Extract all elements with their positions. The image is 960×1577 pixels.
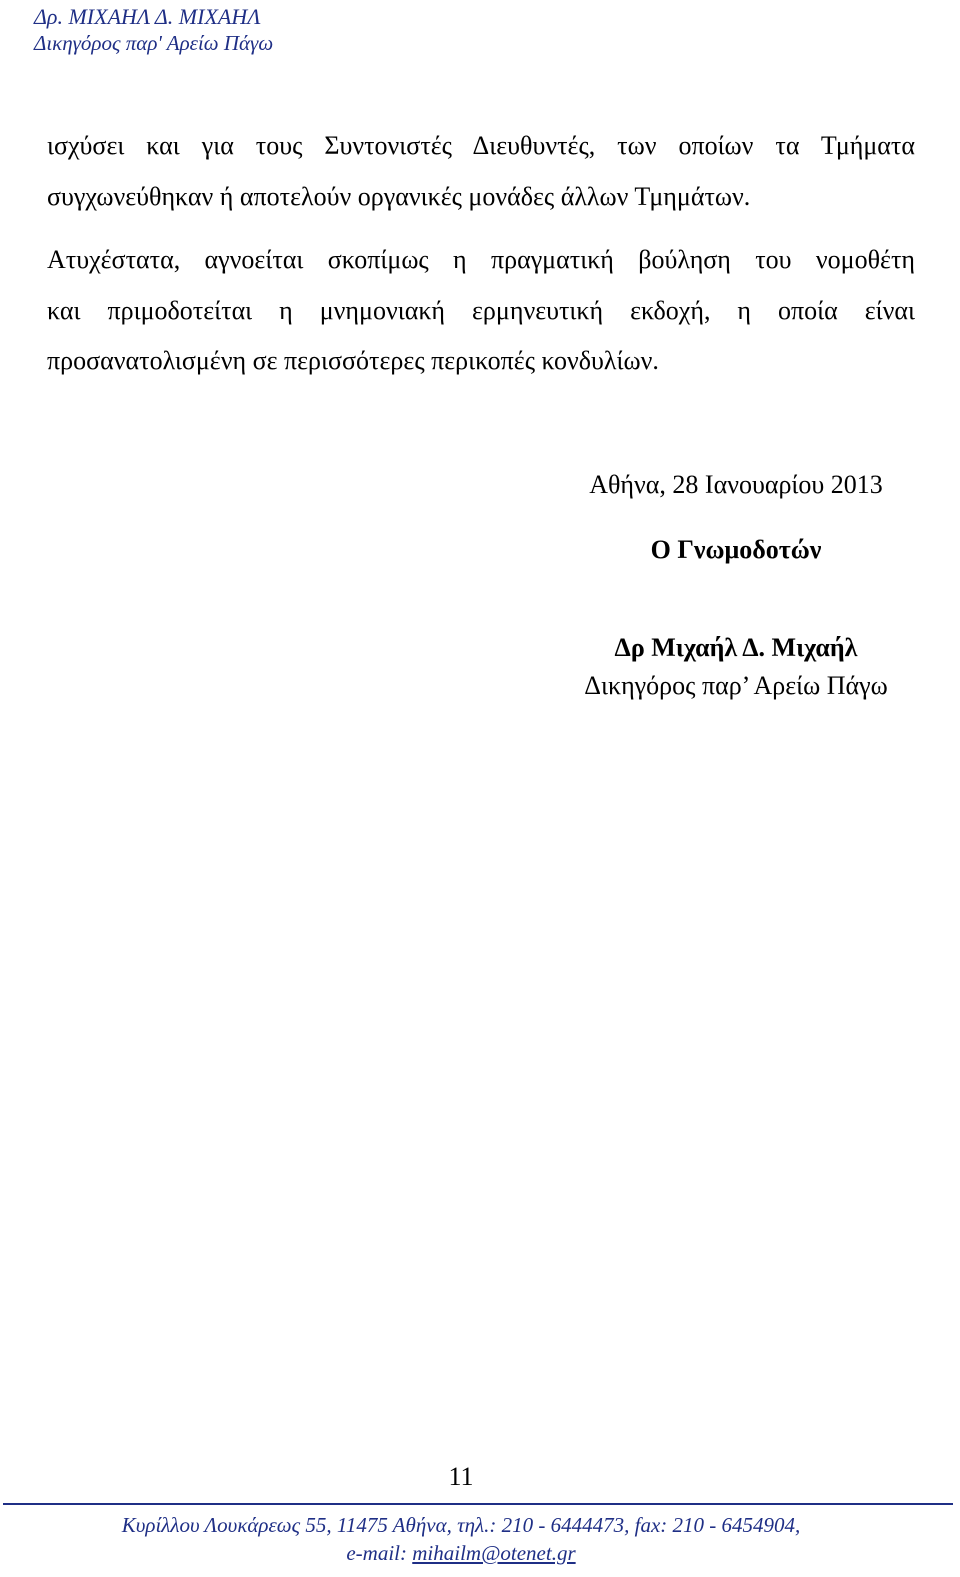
footer-divider bbox=[3, 1503, 953, 1505]
signature-date: Αθήνα, 28 Ιανουαρίου 2013 bbox=[589, 470, 883, 499]
footer-address: Κυρίλλου Λουκάρεως 55, 11475 Αθήνα, τηλ.: 210 - 6444473, fax: 210 - 6454904, bbox=[121, 1513, 801, 1537]
signature-name: Δρ Μιχαήλ Δ. Μιχαήλ bbox=[614, 633, 858, 662]
paragraph-line: συγχωνεύθηκαν ή αποτελούν οργανικές μονάδες άλλων Τμημάτων. bbox=[47, 181, 751, 211]
footer-email-line bbox=[0, 1539, 922, 1567]
page-number: 11 bbox=[448, 1462, 474, 1491]
footer-email-label: e-mail: bbox=[346, 1541, 413, 1565]
footer-email-link[interactable]: mihailm@otenet.gr bbox=[412, 1541, 576, 1565]
letterhead-title: Δικηγόρος παρ' Αρείω Πάγω bbox=[34, 31, 274, 55]
paragraph-line: Ατυχέστατα, αγνοείται σκοπίμως η πραγματική βούληση του νομοθέτη bbox=[47, 245, 915, 274]
letterhead bbox=[34, 4, 273, 56]
footer bbox=[0, 1511, 922, 1567]
paragraph-2 bbox=[47, 235, 915, 387]
paragraph-1 bbox=[47, 121, 915, 222]
signature-role: Ο Γνωμοδοτών bbox=[650, 535, 822, 564]
paragraph-line: ισχύσει και για τους Συντονιστές Διευθυντές, των οποίων τα Τμήματα bbox=[47, 131, 915, 160]
paragraph-line: και πριμοδοτείται η μνημονιακή ερμηνευτική εκδοχή, η οποία είναι bbox=[47, 295, 915, 325]
letterhead-name: Δρ. ΜΙΧΑΗΛ Δ. ΜΙΧΑΗΛ bbox=[34, 4, 261, 29]
signature-title: Δικηγόρος παρ’ Αρείω Πάγω bbox=[584, 671, 888, 700]
paragraph-line: προσανατολισμένη σε περισσότερες περικοπές κονδυλίων. bbox=[47, 346, 659, 375]
